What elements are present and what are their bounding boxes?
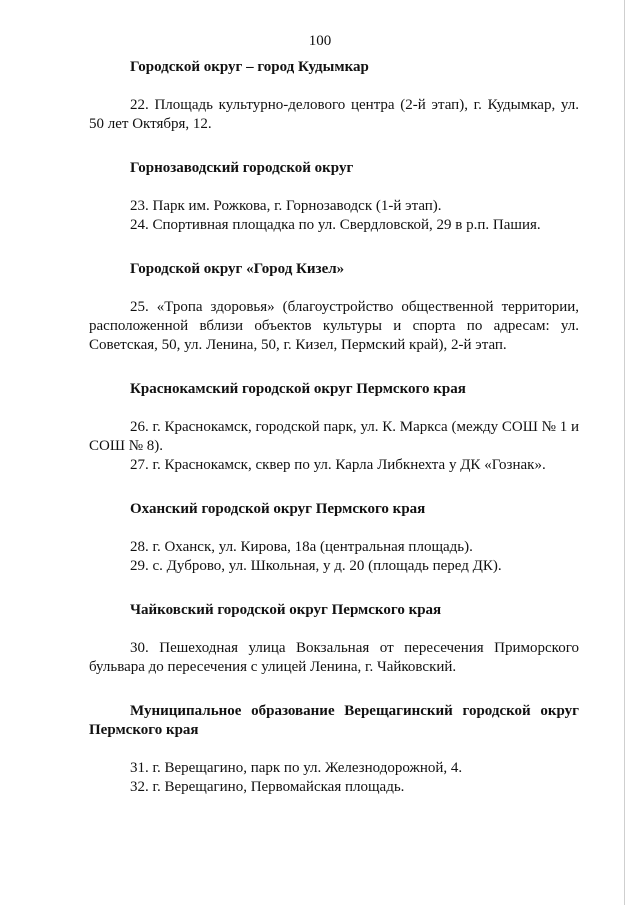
section-kudymkar bbox=[89, 58, 579, 134]
section-items bbox=[89, 538, 579, 576]
list-item: 30. Пешеходная улица Вокзальная от пересечения Приморского бульвара до пересечения с улицей Ленина, г. Чайковский. bbox=[89, 640, 579, 675]
section-items bbox=[89, 759, 579, 797]
list-item: 26. г. Краснокамск, городской парк, ул. К. Маркса (между СОШ № 1 и СОШ № 8). bbox=[89, 419, 579, 454]
list-item: 24. Спортивная площадка по ул. Свердловской, 29 в р.п. Пашия. bbox=[130, 217, 541, 233]
document-body bbox=[89, 58, 579, 822]
section-items bbox=[89, 197, 579, 235]
section-heading: Оханский городской округ Пермского края bbox=[130, 501, 426, 517]
section-items bbox=[89, 418, 579, 475]
section-krasnokamsk bbox=[89, 380, 579, 475]
list-item: 25. «Тропа здоровья» (благоустройство общественной территории, расположенной вблизи объектов культуры и спорта по адресам: ул. Советская, 50, ул. Ленина, 50, г. Кизел, Пермский край), 2-й этап. bbox=[89, 299, 579, 353]
section-items bbox=[89, 298, 579, 355]
list-item: 29. с. Дуброво, ул. Школьная, у д. 20 (площадь перед ДК). bbox=[130, 558, 502, 574]
section-items bbox=[89, 96, 579, 134]
list-item: 22. Площадь культурно-делового центра (2-й этап), г. Кудымкар, ул. 50 лет Октября, 12. bbox=[89, 97, 579, 132]
page-edge-line bbox=[624, 0, 625, 905]
section-items bbox=[89, 639, 579, 677]
section-vereshchagino bbox=[89, 702, 579, 797]
list-item: 23. Парк им. Рожкова, г. Горнозаводск (1-й этап). bbox=[130, 198, 442, 214]
list-item: 32. г. Верещагино, Первомайская площадь. bbox=[130, 779, 405, 795]
section-okhansk bbox=[89, 500, 579, 576]
page-number: 100 bbox=[308, 33, 332, 49]
section-heading: Городской округ «Город Кизел» bbox=[130, 261, 345, 277]
section-chaykovsky bbox=[89, 601, 579, 677]
section-heading: Муниципальное образование Верещагинский городской округ Пермского края bbox=[89, 703, 579, 738]
list-item: 27. г. Краснокамск, сквер по ул. Карла Либкнехта у ДК «Гознак». bbox=[130, 457, 546, 473]
list-item: 31. г. Верещагино, парк по ул. Железнодорожной, 4. bbox=[130, 760, 463, 776]
section-heading: Чайковский городской округ Пермского края bbox=[130, 602, 442, 618]
section-heading: Горнозаводский городской округ bbox=[130, 160, 354, 176]
section-gornozavodsk bbox=[89, 159, 579, 235]
list-item: 28. г. Оханск, ул. Кирова, 18а (центральная площадь). bbox=[130, 539, 473, 555]
section-heading: Городской округ – город Кудымкар bbox=[130, 59, 369, 75]
section-heading: Краснокамский городской округ Пермского края bbox=[130, 381, 466, 397]
section-kizel bbox=[89, 260, 579, 355]
